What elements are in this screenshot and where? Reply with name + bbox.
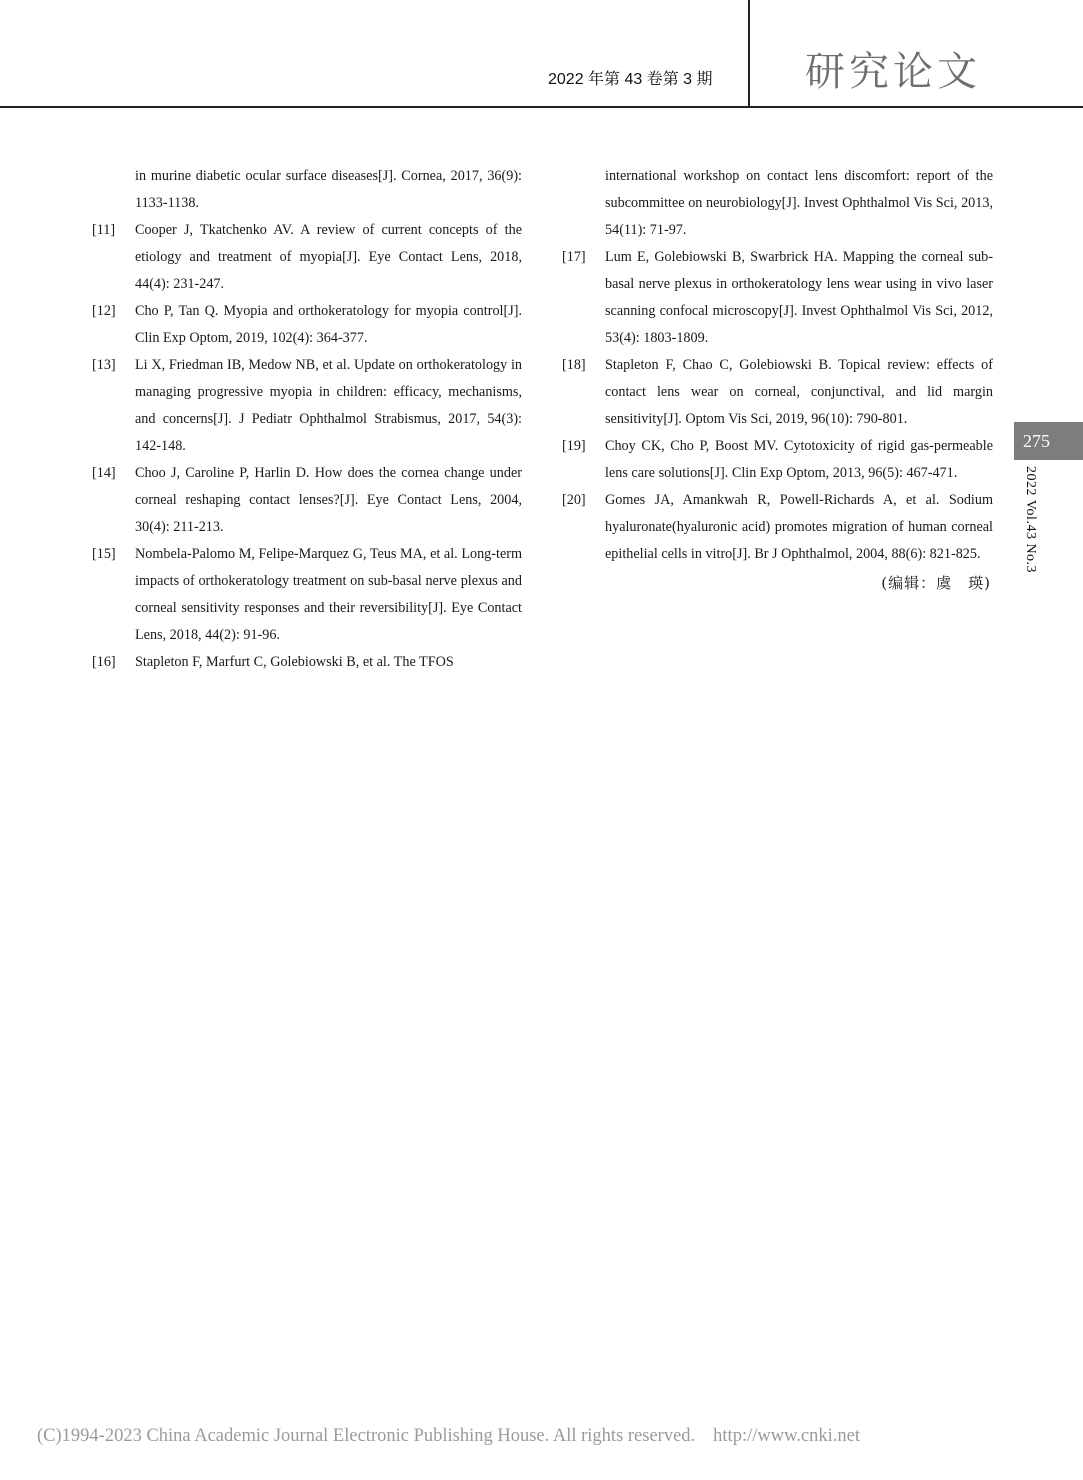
reference-number: [17] [562,249,586,265]
reference-item [92,352,522,460]
reference-text: Stapleton F, Marfurt C, Golebiowski B, et al. The TFOS [135,654,454,670]
reference-text: in murine diabetic ocular surface diseases[J]. Cornea, 2017, 36(9): 1133-1138. [135,168,522,211]
reference-text: Cho P, Tan Q. Myopia and orthokeratology for myopia control[J]. Clin Exp Optom, 2019, 102(4): 364-377. [135,303,522,346]
reference-number: [18] [562,357,586,373]
reference-text: Lum E, Golebiowski B, Swarbrick HA. Mapping the corneal sub-basal nerve plexus in orthokeratology lens wear using in vivo laser scanning confocal microscopy[J]. Invest Ophthalmol Vis Sci, 2012, 53(4): 1803-1809. [605,249,993,346]
reference-number: [14] [92,465,116,481]
reference-item [562,487,993,568]
references-right-column [562,163,993,593]
reference-number: [13] [92,357,116,373]
reference-item [92,163,522,217]
reference-number: [15] [92,546,116,562]
reference-text: Choo J, Caroline P, Harlin D. How does the cornea change under corneal reshaping contact lenses?[J]. Eye Contact Lens, 2004, 30(4): 211-213. [135,465,522,535]
reference-item [92,460,522,541]
reference-text: Choy CK, Cho P, Boost MV. Cytotoxicity of rigid gas-permeable lens care solutions[J]. Clin Exp Optom, 2013, 96(5): 467-471. [605,438,993,481]
editor-note: (编辑：虞 瑛) [881,574,991,592]
reference-text: international workshop on contact lens discomfort: report of the subcommittee on neurobiology[J]. Invest Ophthalmol Vis Sci, 2013, 54(11): 71-97. [605,168,993,238]
reference-number: [19] [562,438,586,454]
reference-number: [16] [92,654,116,670]
copyright-text: (C)1994-2023 China Academic Journal Electronic Publishing House. All rights reserved. [37,1426,696,1446]
header-divider-horizontal [0,106,1083,108]
reference-item [562,352,993,433]
reference-number: [12] [92,303,116,319]
reference-text: Gomes JA, Amankwah R, Powell-Richards A, et al. Sodium hyaluronate(hyaluronic acid) promotes migration of human corneal epithelial cells in vitro[J]. Br J Ophthalmol, 2004, 88(6): 821-825. [605,492,993,562]
reference-item [92,298,522,352]
journal-issue: 2022 年第 43 卷第 3 期 [548,71,713,88]
reference-text: Stapleton F, Chao C, Golebiowski B. Topical review: effects of contact lens wear on corneal, conjunctival, and lid margin sensitivity[J]. Optom Vis Sci, 2019, 96(10): 790-801. [605,357,993,427]
reference-text: Cooper J, Tkatchenko AV. A review of current concepts of the etiology and treatment of myopia[J]. Eye Contact Lens, 2018, 44(4): 231-247. [135,222,522,292]
reference-text: Nombela-Palomo M, Felipe-Marquez G, Teus MA, et al. Long-term impacts of orthokeratology treatment on sub-basal nerve plexus and corneal sensitivity responses and their reversibility[J]. Eye Contact Lens, 2018, 44(2): 91-96. [135,546,522,643]
reference-number: [11] [92,222,116,238]
footer-url[interactable]: http://www.cnki.net [713,1426,860,1446]
reference-item [92,217,522,298]
reference-item [562,433,993,487]
reference-item [92,541,522,649]
references-left-column [92,163,522,676]
reference-number: [20] [562,492,586,508]
section-title: 研究论文 [805,49,981,95]
volume-info-vertical: 2022 Vol.43 No.3 [1023,466,1038,574]
reference-item [562,244,993,352]
copyright-footer [37,1426,860,1447]
reference-item [562,163,993,244]
reference-text: Li X, Friedman IB, Medow NB, et al. Update on orthokeratology in managing progressive myopia in children: efficacy, mechanisms, and concerns[J]. J Pediatr Ophthalmol Strabismus, 2017, 54(3): 142-148. [135,357,522,454]
reference-item [92,649,522,676]
page-number-badge: 275 [1014,422,1083,460]
header-divider-vertical [748,0,750,107]
